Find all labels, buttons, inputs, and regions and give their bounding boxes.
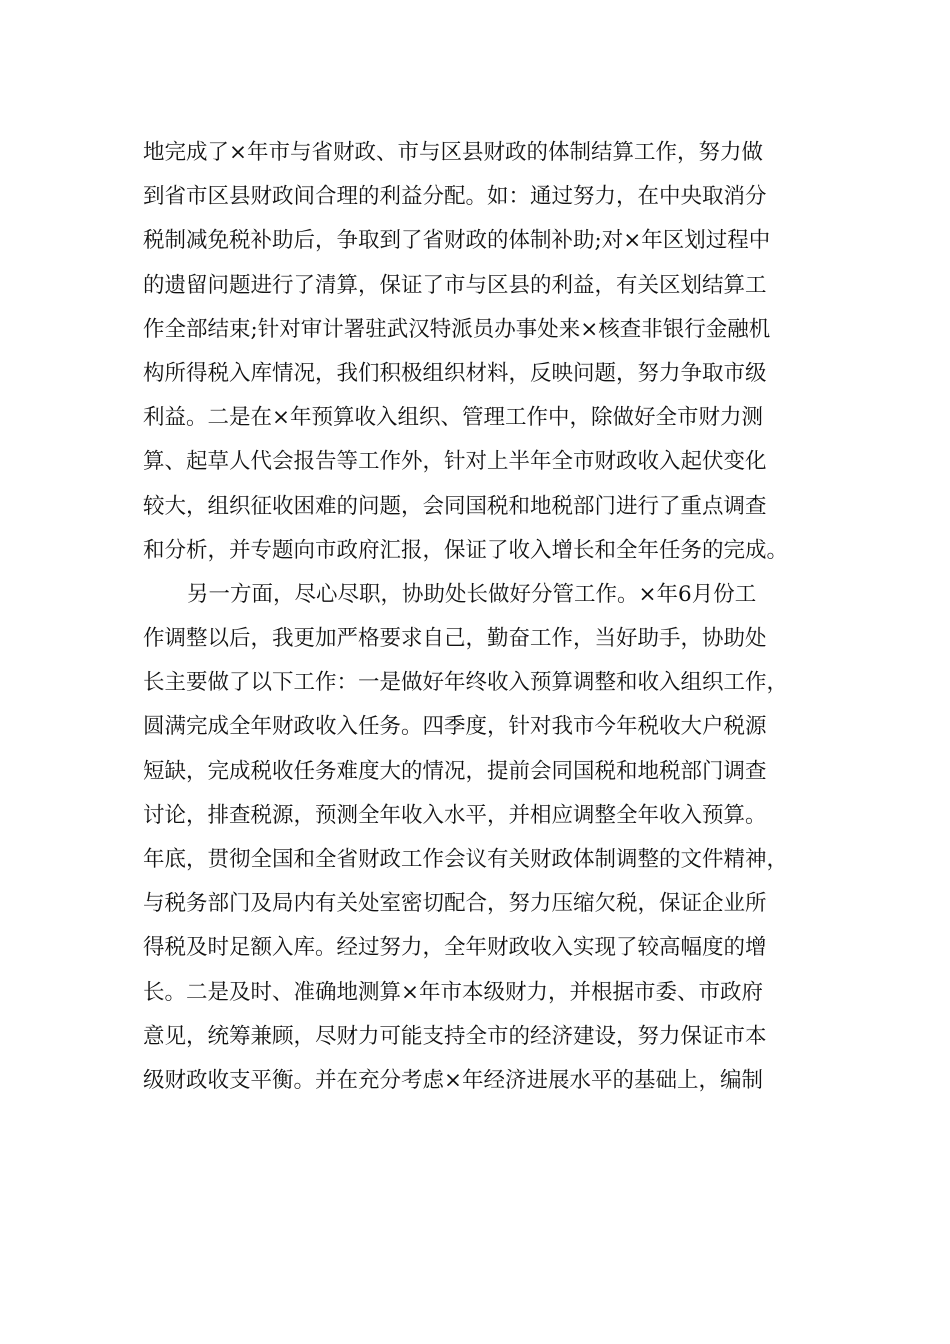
text-line: 短缺，完成税收任务难度大的情况，提前会同国税和地税部门调查 xyxy=(143,758,767,784)
text-line: 到省市区县财政间合理的利益分配。如：通过努力，在中央取消分 xyxy=(143,184,767,210)
text-line: 长主要做了以下工作：一是做好年终收入预算调整和收入组织工作， xyxy=(143,670,789,696)
text-line: 地完成了×年市与省财政、市与区县财政的体制结算工作，努力做 xyxy=(143,140,764,165)
text-line: 级财政收支平衡。并在充分考虑×年经济进展水平的基础上，编制 xyxy=(143,1067,764,1093)
text-line: 的遗留问题进行了清算，保证了市与区县的利益，有关区划结算工 xyxy=(143,272,767,298)
text-line: 税制减免税补助后，争取到了省财政的体制补助;对×年区划过程中 xyxy=(143,228,771,254)
text-line: 作全部结束;针对审计署驻武汉特派员办事处来×核查非银行金融机 xyxy=(143,316,771,342)
text-line: 作调整以后，我更加严格要求自己，勤奋工作，当好助手，协助处 xyxy=(143,626,767,652)
text-line: 与税务部门及局内有关处室密切配合，努力压缩欠税，保证企业所 xyxy=(143,891,767,917)
text-line: 利益。二是在×年预算收入组织、管理工作中，除做好全市财力测 xyxy=(143,405,764,431)
text-line: 较大，组织征收困难的问题，会同国税和地税部门进行了重点调查 xyxy=(143,493,767,519)
text-line: 意见，统筹兼顾，尽财力可能支持全市的经济建设，努力保证市本 xyxy=(143,1023,767,1049)
paragraph-first-line: 另一方面，尽心尽职，协助处长做好分管工作。×年6月份工 xyxy=(187,581,757,607)
text-line: 得税及时足额入库。经过努力，全年财政收入实现了较高幅度的增 xyxy=(143,935,767,961)
text-line: 算、起草人代会报告等工作外，针对上半年全市财政收入起伏变化 xyxy=(143,449,767,475)
text-line: 构所得税入库情况，我们积极组织材料，反映问题，努力争取市级 xyxy=(143,360,767,386)
text-line: 和分析，并专题向市政府汇报，保证了收入增长和全年任务的完成。 xyxy=(143,537,789,563)
text-line: 圆满完成全年财政收入任务。四季度，针对我市今年税收大户税源 xyxy=(143,714,767,740)
text-line: 年底，贯彻全国和全省财政工作会议有关财政体制调整的文件精神， xyxy=(143,847,789,872)
document-body xyxy=(143,131,833,1103)
text-line: 长。二是及时、准确地测算×年市本级财力，并根据市委、市政府 xyxy=(143,979,764,1005)
text-line: 讨论，排查税源，预测全年收入水平，并相应调整全年收入预算。 xyxy=(143,802,767,828)
